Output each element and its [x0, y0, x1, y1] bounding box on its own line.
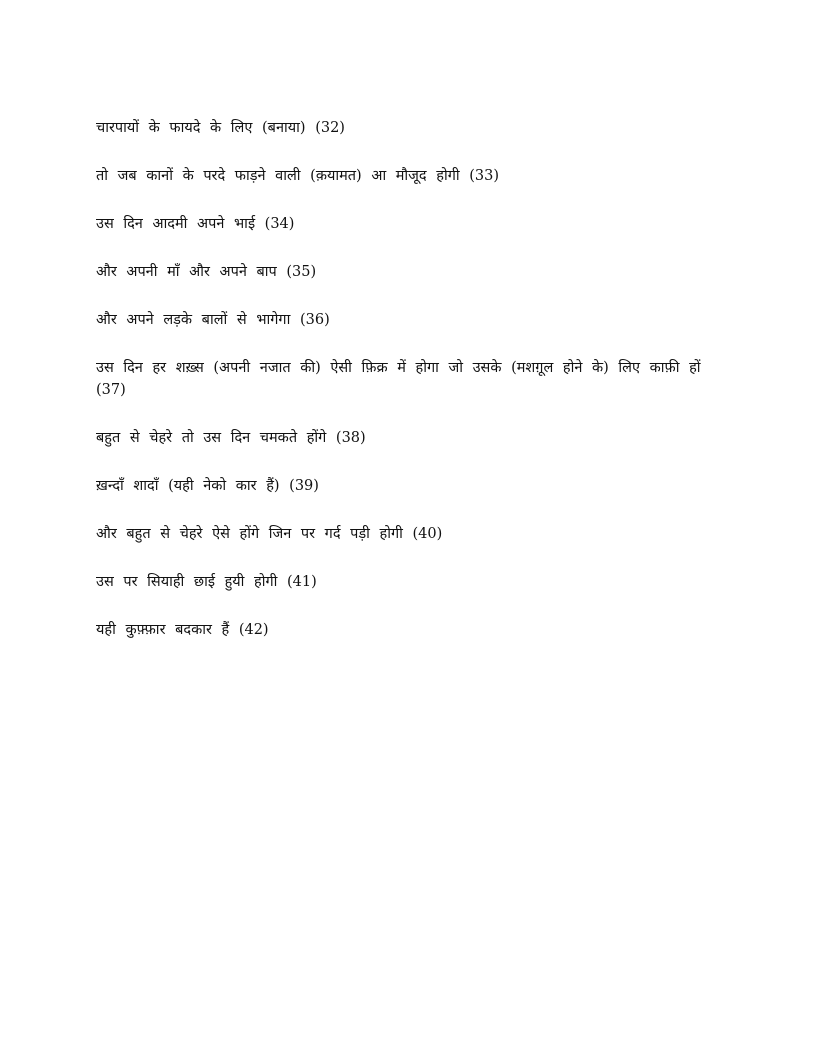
verse-40: और बहुत से चेहरे ऐसे होंगे जिन पर गर्द पड़ी होगी (40) — [96, 526, 443, 542]
verse-36: और अपने लड़के बालों से भागेगा (36) — [96, 312, 330, 328]
verse-39: ख़न्दाँ शादाँ (यही नेको कार हैं) (39) — [96, 478, 319, 494]
verse-41: उस पर सियाही छाई हुयी होगी (41) — [96, 574, 317, 590]
verse-list — [96, 117, 720, 667]
verse-38: बहुत से चेहरे तो उस दिन चमकते होंगे (38) — [96, 430, 366, 446]
verse-32: चारपायों के फायदे के लिए (बनाया) (32) — [96, 120, 345, 136]
verse-35: और अपनी माँ और अपने बाप (35) — [96, 264, 317, 280]
verse-37: उस दिन हर शख़्स (अपनी नजात की) ऐसी फ़िक्र में होगा जो उसके (मशग़ूल होने के) लिए काफ़ी हों (37) — [96, 360, 701, 398]
verse-42: यही कुफ़्फ़ार बदकार हैं (42) — [96, 622, 269, 638]
verse-34: उस दिन आदमी अपने भाई (34) — [96, 216, 295, 232]
verse-33: तो जब कानों के परदे फाड़ने वाली (क़यामत) आ मौजूद होगी (33) — [96, 168, 499, 184]
